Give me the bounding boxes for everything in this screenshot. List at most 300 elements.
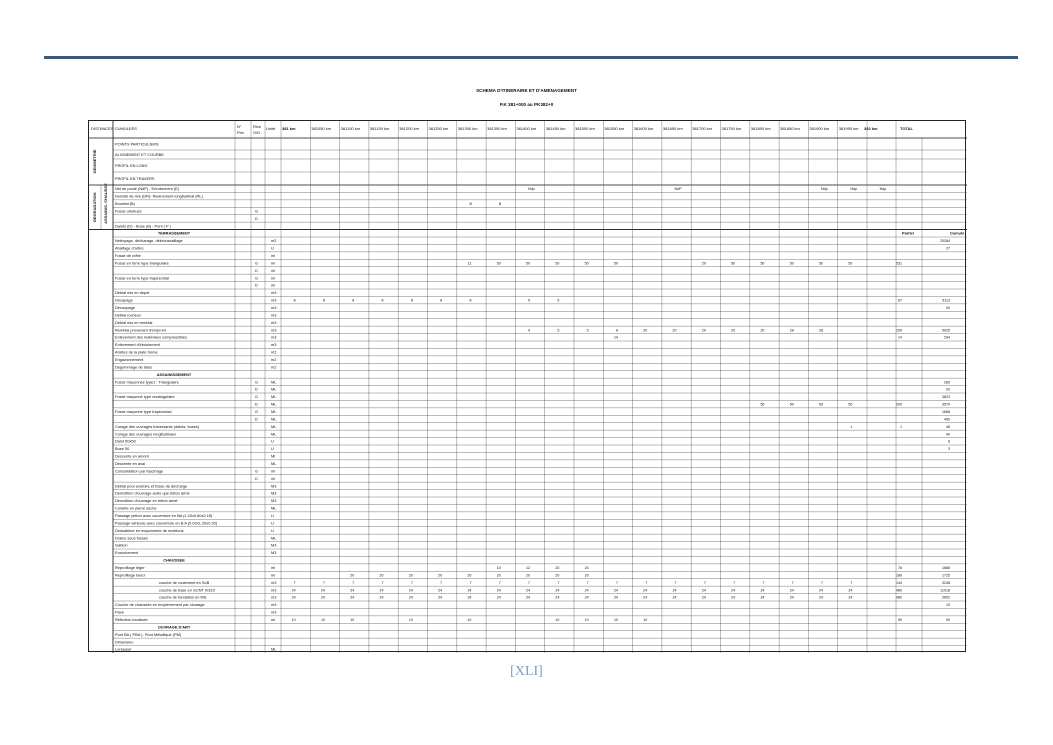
cell-value: 24 <box>701 595 706 600</box>
cell-value: 20 <box>731 328 736 333</box>
row-label: Passage piéton avec couverture en BA (1.20x0.80x0.15) <box>115 512 213 518</box>
row-label: POINTS PARTICULIERS <box>115 141 159 147</box>
row-rive: G <box>255 379 259 385</box>
cell-value: 24 <box>584 565 589 570</box>
cell-value: 20 <box>438 573 443 578</box>
cell-value: 7 <box>674 580 677 585</box>
row-label: Reprofilage léger <box>115 564 145 570</box>
row-label: Couche de chaussée en empierrement par cloutage <box>115 602 205 608</box>
row-unit: ml <box>271 468 276 474</box>
row-label: Fossé maçonnés type1 : Triangulaire <box>115 379 179 385</box>
cell-value: 8 <box>440 298 443 303</box>
cell-value: 10 <box>320 617 325 622</box>
row-label: Déblai mis en depot <box>115 290 150 296</box>
cell-value: 24 <box>789 588 794 593</box>
row-partiel: 159 <box>896 328 902 333</box>
row-rive: D <box>255 215 258 221</box>
row-unit: ML <box>271 394 277 400</box>
row-rive: D <box>255 267 258 273</box>
header-col-3: 381150 km <box>369 126 390 131</box>
row-label: Dalots (D) - Buse (B) - Pont ( P ) <box>115 223 171 229</box>
cell-value: 7 <box>615 580 618 585</box>
row-label: Enrochement <box>115 550 139 556</box>
cell-value: 24 <box>496 595 501 600</box>
cell-value: 24 <box>584 588 589 593</box>
cell-value: 24 <box>467 595 472 600</box>
cell-value: 24 <box>408 588 413 593</box>
section-label: CHAUSSEE <box>163 557 185 563</box>
cell-value: 7 <box>586 580 589 585</box>
cell-value: 24 <box>643 595 648 600</box>
cell-value: 7 <box>528 580 531 585</box>
cell-value: 7 <box>410 580 413 585</box>
row-unit: m3 <box>271 290 277 296</box>
row-partiel: 180 <box>896 573 902 578</box>
row-cumule: 20284 <box>940 239 950 244</box>
cell-value: 24 <box>613 595 618 600</box>
row-label: Réfection localisée <box>115 616 148 622</box>
cell-value: 20 <box>760 328 765 333</box>
cell-value: 24 <box>379 595 384 600</box>
row-label: Déblai pour exutoire et fosse de décharge <box>115 483 188 489</box>
cell-value: 24 <box>613 588 618 593</box>
cell-value: 24 <box>848 588 853 593</box>
row-unit: m3 <box>271 602 277 608</box>
row-partiel: 200 <box>896 402 902 407</box>
cell-value: 20 <box>555 565 560 570</box>
row-unit: m3 <box>271 312 277 318</box>
row-cumule: 20 <box>946 387 950 392</box>
cell-value: 24 <box>379 588 384 593</box>
row-label: Descente en aval <box>115 460 146 466</box>
row-unit: ml <box>271 616 276 622</box>
cell-value: 20 <box>701 261 706 266</box>
cell-value: 24 <box>701 588 706 593</box>
row-cumule: 294 <box>944 335 950 340</box>
header-col-12: 381600 km <box>633 126 654 131</box>
header-col-10: 381500 km <box>575 126 595 131</box>
cell-value: 8 <box>322 298 325 303</box>
row-label: Fossé en terre type triangulaire <box>115 260 169 266</box>
cell-value: 10 <box>350 617 355 622</box>
header-col-9: 381450 km <box>545 126 566 131</box>
document-title: SCHEMA D'ITINERAIRE ET D'AMENAGEMENT <box>476 88 577 93</box>
cell-value: 50 <box>848 402 853 407</box>
header-col-19: 381950 km <box>838 126 859 131</box>
cell-value: 24 <box>672 595 677 600</box>
header-num-prix: N° <box>237 124 242 129</box>
top-rule <box>44 56 1018 59</box>
row-unit: m3 <box>271 334 277 340</box>
row-cumule: 5925 <box>942 328 950 333</box>
section-label: OUVRAGE D'ART <box>157 624 191 630</box>
header-col-6: 381300 km <box>457 126 478 131</box>
cell-value: 20 <box>555 573 560 578</box>
row-unit: U <box>271 512 274 518</box>
row-label: Dégommage de talus <box>115 364 152 370</box>
header-unite: Unité <box>266 126 276 131</box>
row-rive: D <box>255 386 258 392</box>
cell-value: 10 <box>643 617 648 622</box>
header-distances: DISTANCES CUMULEES <box>91 126 137 131</box>
header-col-14: 381700 km <box>692 126 712 131</box>
row-unit: ml <box>271 252 276 258</box>
cell-value: NdP <box>674 187 682 192</box>
cell-value: 50 <box>496 261 501 266</box>
cell-value: 50 <box>584 261 589 266</box>
cell-value: 50 <box>789 402 794 407</box>
row-cumule: 450 <box>944 417 950 422</box>
cell-value: Ndp <box>850 187 857 192</box>
row-label: couche de fondation en MS <box>159 594 207 600</box>
header-rive: Rive <box>253 124 262 129</box>
cell-value: 24 <box>584 595 589 600</box>
cell-value: 20 <box>379 573 384 578</box>
cell-value: 7 <box>850 580 853 585</box>
row-label: Nettoyage, décharage, débroussaillage <box>115 238 183 244</box>
row-unit: m3 <box>271 342 277 348</box>
cell-value: Ndp <box>821 187 828 192</box>
row-label: Cunette en pierre sèche <box>115 505 157 511</box>
cell-value: 10 <box>584 617 589 622</box>
cell-value: 20 <box>643 328 648 333</box>
cell-value: 24 <box>643 588 648 593</box>
row-unit: ML <box>271 416 277 422</box>
cell-value: 24 <box>731 595 736 600</box>
row-rive: G <box>255 275 259 281</box>
cell-value: 50 <box>760 402 765 407</box>
cell-value: 24 <box>438 595 443 600</box>
row-label: Dalot 50x50 <box>115 438 136 444</box>
cell-value: 7 <box>352 580 355 585</box>
document-subtitle: P.K 381+000 au PK382+0 <box>499 102 554 107</box>
cell-value: 24 <box>467 588 472 593</box>
page-number: [XLI] <box>510 664 543 679</box>
row-label: Nid de poule (NdP) - Enrobement (E) <box>115 186 180 192</box>
cell-value: 12 <box>526 565 531 570</box>
cell-value: 24 <box>526 588 531 593</box>
row-label: Reprofilage lourd <box>115 572 145 578</box>
row-unit: m3 <box>271 327 277 333</box>
row-cumule: 3248 <box>942 580 950 585</box>
cell-value: 50 <box>789 261 794 266</box>
row-partiel: 76 <box>898 565 902 570</box>
cell-value: 24 <box>526 595 531 600</box>
cell-value: 50 <box>760 261 765 266</box>
cell-value: B <box>469 201 472 206</box>
row-partiel: 480 <box>896 588 902 593</box>
cell-value: 8 <box>469 298 472 303</box>
header-col-13: 381650 km <box>662 126 683 131</box>
cell-value: 14 <box>613 335 618 340</box>
cell-value: 7 <box>498 580 501 585</box>
row-label: Curage des ouvrages longitudinaux <box>115 431 177 437</box>
cell-value: 24 <box>350 595 355 600</box>
header-col-5: 381250 km <box>428 126 449 131</box>
row-label: Densité de rive (DR)- Ravinement longitudinal (RL) <box>115 193 203 199</box>
row-cumule: 46 <box>946 424 950 429</box>
section-label: TERRASSEMENT <box>157 230 191 236</box>
header-col-11: 381550 km <box>604 126 625 131</box>
cell-value: 5 <box>586 328 589 333</box>
row-rive: G <box>255 208 259 214</box>
cell-value: 7 <box>322 580 325 585</box>
row-cumule: 11018 <box>940 588 950 593</box>
cell-value: 10 <box>467 617 472 622</box>
cell-value: 24 <box>555 595 560 600</box>
cell-value: 24 <box>760 595 765 600</box>
row-unit: U <box>271 245 274 251</box>
row-cumule: 289 <box>944 380 950 385</box>
header-total: TOTAL <box>900 126 913 131</box>
row-unit: m2 <box>271 356 277 362</box>
row-unit: ml <box>271 275 276 281</box>
cell-value: Ndp <box>879 187 887 192</box>
cell-value: 20 <box>672 328 677 333</box>
cell-value: Ndp <box>528 187 535 192</box>
row-label: ALIGNEMENT ET COURBE <box>115 151 164 157</box>
row-unit: m2 <box>271 364 277 370</box>
cell-value: 10 <box>291 617 296 622</box>
row-unit: M3 <box>271 483 277 489</box>
cell-value: 7 <box>733 580 736 585</box>
row-cumule: 1686 <box>942 565 950 570</box>
row-unit: ml <box>271 260 276 266</box>
cell-value: 8 <box>410 298 413 303</box>
row-rive: G <box>255 468 259 474</box>
row-cumule: 27 <box>946 246 950 251</box>
row-unit: m3 <box>271 594 277 600</box>
row-partiel: Partiel <box>902 230 914 236</box>
cell-value: 10 <box>408 617 413 622</box>
cell-value: 24 <box>438 588 443 593</box>
cell-value: B <box>498 201 502 206</box>
cell-value: 24 <box>760 588 765 593</box>
cell-value: 24 <box>819 595 824 600</box>
header-col-7: 381350 km <box>487 126 507 131</box>
row-cumule: 3823 <box>942 395 950 400</box>
cell-value: 7 <box>557 580 560 585</box>
group-label: GEOMETRIE <box>92 149 97 174</box>
row-unit: ML <box>271 431 277 437</box>
cell-value: 20 <box>701 328 706 333</box>
row-cumule: 3 <box>948 447 950 452</box>
row-rive: D <box>255 282 258 288</box>
cell-value: 24 <box>291 588 296 593</box>
row-unit: ML <box>271 401 277 407</box>
row-label: Drains sous fossés <box>115 535 148 541</box>
cell-value: 28 <box>819 328 824 333</box>
cell-value: 50 <box>819 402 824 407</box>
row-cumule: 1668 <box>942 409 950 414</box>
cell-value: 7 <box>762 580 765 585</box>
row-cumule: 90 <box>946 617 950 622</box>
row-label: Fossé de crête <box>115 252 141 258</box>
row-label: couche de roulement en SoB <box>159 579 210 585</box>
row-unit: ML <box>271 379 277 385</box>
row-unit: U <box>271 527 274 533</box>
group-label: DEGRADATION <box>92 192 97 223</box>
row-partiel: 14 <box>898 335 902 340</box>
cell-value: 50 <box>848 261 853 266</box>
cell-value: 24 <box>789 595 794 600</box>
itinerary-table <box>89 121 967 653</box>
row-rive: D <box>255 416 258 422</box>
row-rive: D <box>255 475 258 481</box>
cell-value: 8 <box>352 298 355 303</box>
cell-value: 7 <box>469 580 472 585</box>
row-label: couche de base en GCNT 0/315 <box>159 587 215 593</box>
row-label: Arrêtes de la plate forme <box>115 349 158 355</box>
row-cumule: 3579 <box>942 402 950 407</box>
row-unit: U <box>271 520 274 526</box>
cell-value: 4 <box>528 328 531 333</box>
row-unit: ML <box>271 460 277 466</box>
group-label: ASSAINIS. CHAUSSE <box>103 183 108 224</box>
row-unit: ML <box>271 535 277 541</box>
row-partiel: 480 <box>896 595 902 600</box>
row-label: Démolition d'ouvrage en béton armé <box>115 498 178 504</box>
header-col-18: 381900 km <box>809 126 830 131</box>
cell-value: 24 <box>291 595 296 600</box>
row-label: Buse 50 <box>115 446 130 452</box>
row-label: Pont BA ( PBA )- Pont Métallique (PM) <box>115 631 182 637</box>
cell-value: 1 <box>850 424 853 429</box>
row-label: Découpage <box>115 304 135 310</box>
row-rive: D <box>255 401 258 407</box>
row-unit: U <box>271 438 274 444</box>
row-unit: m3 <box>271 579 277 585</box>
itinerary-sheet <box>88 120 966 652</box>
cell-value: 24 <box>320 588 325 593</box>
row-label: Décapage <box>115 297 133 303</box>
row-label: Enlèvement des matériaux compressibles <box>115 334 188 340</box>
row-rive: G <box>255 394 259 400</box>
row-unit: ML <box>271 646 277 652</box>
row-label: Consolidation par fascinage <box>115 468 164 474</box>
row-label: Dimension <box>115 639 134 645</box>
row-cumule: 94 <box>946 305 950 310</box>
cell-value: 24 <box>819 588 824 593</box>
row-label: Fossé en terre type trapézoïdal <box>115 275 169 281</box>
cell-value: 5 <box>557 328 560 333</box>
header-num-prix-2: Prix <box>237 130 244 135</box>
row-label: PROFIL EN TRAVERS <box>115 175 155 181</box>
row-label: Enlèvement d'éboulement <box>115 342 160 348</box>
cell-value: 8 <box>615 328 618 333</box>
row-unit: m3 <box>271 587 277 593</box>
cell-value: 20 <box>408 573 413 578</box>
row-label: Gabion <box>115 542 128 548</box>
header-col-8: 381400 km <box>516 126 537 131</box>
row-unit: ML <box>271 505 277 511</box>
row-unit: ML <box>271 423 277 429</box>
row-unit: ML <box>271 408 277 414</box>
cell-value: 8 <box>293 298 296 303</box>
cell-value: 5 <box>557 298 560 303</box>
row-unit: M3 <box>271 490 277 496</box>
row-label: Fossé obstrués <box>115 208 142 214</box>
row-cumule: Cumulé <box>950 230 965 236</box>
row-cumule: 10 <box>946 603 950 608</box>
cell-value: 10 <box>496 565 501 570</box>
row-unit: m2 <box>271 349 277 355</box>
row-partiel: 1 <box>900 424 902 429</box>
row-unit: Ml <box>271 453 276 459</box>
cell-value: 50 <box>555 261 560 266</box>
row-cumule: 40 <box>946 432 950 437</box>
row-unit: m3 <box>271 297 277 303</box>
cell-value: 7 <box>381 580 384 585</box>
row-unit: ml <box>271 572 276 578</box>
cell-value: 7 <box>821 580 824 585</box>
cell-value: 20 <box>467 573 472 578</box>
cell-value: 24 <box>848 595 853 600</box>
row-label: Bourbier(B) <box>115 200 135 206</box>
row-label: Fossé maçonné type trapézoïdal <box>115 408 172 414</box>
row-unit: m2 <box>271 238 277 244</box>
cell-value: 10 <box>613 617 618 622</box>
row-rive: G <box>255 260 259 266</box>
cell-value: 24 <box>496 588 501 593</box>
row-label: Curage des ouvrages traversants (dalots, buses) <box>115 423 200 429</box>
cell-value: 5 <box>528 298 531 303</box>
row-label: Fossé maçonné type rectangulaire <box>115 394 175 400</box>
cell-value: 50 <box>819 261 824 266</box>
cell-value: 24 <box>320 595 325 600</box>
row-label: Déblai rocheux <box>115 312 141 318</box>
cell-value: 24 <box>350 588 355 593</box>
row-unit: ml <box>271 267 276 273</box>
cell-value: 10 <box>555 617 560 622</box>
cell-value: 20 <box>584 573 589 578</box>
row-partiel: 90 <box>898 617 902 622</box>
row-label: Passage véhicule avec couverture en B.A (5.00x1.20x0.20) <box>115 520 218 526</box>
cell-value: 20 <box>496 573 501 578</box>
row-unit: m3 <box>271 319 277 325</box>
cell-value: 24 <box>555 588 560 593</box>
row-partiel: 144 <box>896 580 902 585</box>
cell-value: 50 <box>613 261 618 266</box>
row-unit: ml <box>271 282 276 288</box>
row-unit: M3 <box>271 550 277 556</box>
row-unit: ml <box>271 475 276 481</box>
cell-value: 8 <box>381 298 384 303</box>
row-unit: m3 <box>271 609 277 615</box>
cell-value: 7 <box>293 580 296 585</box>
section-label: ASSAINISSEMENT <box>156 371 192 377</box>
header-col-4: 381200 km <box>399 126 419 131</box>
row-cumule: 5113 <box>942 298 950 303</box>
row-unit: U <box>271 446 274 452</box>
row-partiel: 67 <box>898 298 902 303</box>
row-label: Pavé <box>115 609 124 615</box>
cell-value: 50 <box>526 261 531 266</box>
cell-value: 24 <box>731 588 736 593</box>
row-unit: m3 <box>271 304 277 310</box>
row-label: Dessableur en maçonnerie de moellons <box>115 527 184 533</box>
header-rive-2: G/D <box>253 130 261 135</box>
header-col-17: 381850 km <box>780 126 800 131</box>
row-cumule: 2652 <box>942 595 950 600</box>
cell-value: 28 <box>789 328 794 333</box>
row-cumule: 6 <box>948 439 950 444</box>
row-label: Abattage d'arbre <box>115 245 144 251</box>
row-rive: G <box>255 408 259 414</box>
row-partiel: 531 <box>896 261 902 266</box>
row-cumule: 1725 <box>942 573 950 578</box>
cell-value: 11 <box>467 261 472 266</box>
